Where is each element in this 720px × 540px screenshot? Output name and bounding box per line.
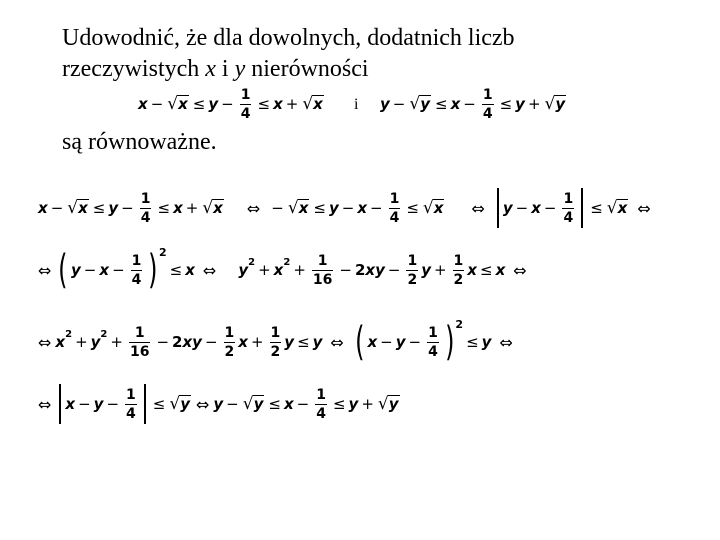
math-symbol: √ [409,93,421,114]
problem-line-1: Udowodnić, że dla dowolnych, dodatnich liczb [62,25,515,51]
math-symbol: √ [287,197,299,218]
math-symbol: 4 [563,209,574,226]
math-symbol: 2 [224,343,235,360]
math-symbol: 2 [248,256,256,268]
math-symbol: x [617,199,628,218]
math-symbol: y [515,95,525,113]
math-symbol: 1 [428,324,438,341]
math-symbol: + [185,199,199,217]
math-symbol: 2 [172,333,183,351]
math-symbol: − [156,333,170,351]
math-symbol: y [555,95,566,114]
math-symbol: − [339,261,352,279]
math-symbol: − [83,261,97,279]
math-symbol: x [433,199,444,218]
math-symbol: 2 [270,343,281,360]
math-symbol: x [78,199,88,218]
math-symbol: 2 [455,317,464,331]
math-symbol: − [50,199,64,217]
given-inequality-1 [138,84,325,124]
math-symbol: 2 [354,261,366,279]
math-symbol: 4 [131,271,142,288]
math-symbol: 2 [453,271,464,288]
math-symbol: y [328,199,339,217]
iff-symbol: ⇔ [637,198,651,218]
square-root [67,199,89,217]
math-symbol: x [173,199,183,217]
math-symbol: ≤ [434,95,448,113]
fraction [482,88,494,121]
math-symbol: + [527,95,541,113]
problem-line-3: są równoważne. [62,129,217,155]
math-symbol: − [341,199,355,217]
square-root [409,95,431,113]
fraction [562,192,574,225]
math-symbol: √ [544,93,556,114]
math-symbol: y [90,333,101,351]
math-symbol: x [213,199,223,218]
math-symbol: ≤ [169,261,183,279]
math-symbol: x [531,199,541,217]
math-symbol: 1 [407,252,418,269]
math-symbol: 1 [389,190,400,207]
fraction [131,254,143,287]
math-symbol: − [408,333,422,351]
iff-symbol: ⇔ [246,198,261,218]
math-symbol: − [370,199,383,217]
square-root [545,95,567,113]
math-symbol: √ [422,197,434,218]
math-symbol: + [285,95,299,113]
square-root [423,199,445,217]
var-y: y [234,56,246,82]
iff-symbol: ⇔ [471,198,485,218]
math-symbol: y [208,95,219,113]
math-symbol: 4 [240,105,251,122]
math-symbol: ) [444,319,455,365]
square-root [607,199,629,217]
square-root [202,199,224,217]
math-symbol: 1 [317,252,328,269]
math-symbol: 1 [224,324,235,341]
fraction [312,254,333,287]
math-symbol: − [112,261,125,279]
fraction [224,326,236,359]
math-symbol: x [283,395,294,413]
iff-symbol: ⇔ [38,332,52,352]
iff-symbol: ⇔ [195,394,210,414]
problem-text: rzeczywistych [62,56,206,82]
math-symbol: ≤ [92,199,106,217]
square-root [378,395,400,413]
math-symbol: 4 [126,405,136,422]
math-symbol: 16 [312,271,333,288]
given-inequality-2 [380,84,567,124]
math-symbol: − [463,95,476,113]
math-symbol: ≤ [499,95,513,113]
square-root [288,199,310,217]
problem-text: nierówności [245,56,369,82]
math-symbol: x [99,261,110,279]
math-symbol: x [38,199,48,217]
math-symbol: x [273,95,283,113]
iff-symbol: ⇔ [202,260,217,280]
math-symbol: + [361,395,374,413]
math-symbol: ≤ [297,333,310,351]
math-symbol: √ [606,197,618,218]
math-symbol: 1 [134,324,145,341]
math-symbol: 2 [100,328,108,340]
math-symbol: x [185,261,195,279]
fraction [406,254,418,287]
math-symbol: √ [67,197,79,218]
math-symbol: 4 [428,343,438,360]
math-symbol: x [357,199,367,217]
math-symbol: y [348,395,359,413]
math-symbol: − [380,333,393,351]
math-symbol: y [380,95,390,113]
absolute-value-bar [144,384,146,424]
math-symbol: ≤ [332,395,346,413]
square-root [243,395,265,413]
math-symbol: − [121,199,134,217]
math-symbol: 1 [563,190,574,207]
fraction [427,326,439,359]
math-symbol: + [433,261,447,279]
math-symbol: y [213,395,224,413]
math-symbol: 1 [126,386,136,403]
math-symbol: ( [354,319,365,365]
fraction [389,192,401,225]
var-x: x [205,56,216,82]
math-symbol: √ [169,393,181,414]
math-symbol: 4 [389,209,400,226]
math-symbol: 1 [140,190,151,207]
math-symbol: x [313,95,323,114]
math-symbol: x [495,261,506,279]
math-symbol: − [515,199,529,217]
absolute-value-bar [497,188,499,228]
connector-i: i [354,96,359,113]
math-symbol: y [192,333,202,351]
math-symbol: x [65,395,76,413]
fraction [140,192,152,225]
problem-line-2 [62,55,369,84]
square-root [302,95,324,113]
proof-row-2 [38,246,535,294]
math-symbol: ) [148,247,158,293]
math-symbol: 1 [316,386,326,403]
proof-row-3 [38,318,521,366]
math-symbol: x [182,333,193,351]
math-symbol: ≤ [152,395,166,413]
math-symbol: 1 [270,324,281,341]
square-root [167,95,189,113]
math-symbol: x [450,95,461,113]
iff-symbol: ⇔ [499,332,513,352]
math-symbol: − [296,395,310,413]
iff-symbol: ⇔ [38,260,52,280]
math-symbol: ≤ [257,95,271,113]
math-symbol: ≤ [192,95,206,113]
fraction [270,326,282,359]
math-symbol: y [481,333,492,351]
math-symbol: x [238,333,248,351]
math-symbol: y [93,395,104,413]
math-symbol: y [375,261,385,279]
math-symbol: − [221,95,234,113]
math-symbol: y [420,95,430,114]
math-symbol: ≤ [268,395,281,413]
math-symbol: 4 [140,209,151,226]
math-symbol: x [467,261,477,279]
iff-symbol: ⇔ [513,260,527,280]
math-symbol: 1 [482,86,493,103]
math-symbol: √ [377,393,389,414]
math-symbol: y [71,261,81,279]
math-symbol: 2 [159,245,167,259]
absolute-value-bar [581,188,583,228]
math-symbol: √ [242,393,254,414]
math-symbol: x [365,261,376,279]
math-symbol: − [226,395,239,413]
math-symbol: − [387,261,401,279]
math-symbol: y [388,395,399,414]
math-symbol: ≤ [313,199,326,217]
absolute-value-bar [59,384,61,424]
math-symbol: ( [58,247,68,293]
proof-row-4 [38,382,401,426]
math-symbol: √ [167,93,179,114]
math-symbol: 4 [316,405,326,422]
math-symbol: y [502,199,513,217]
math-symbol: + [250,333,264,351]
proof-row-1 [38,186,659,230]
math-symbol: 1 [453,252,464,269]
math-symbol: y [238,261,249,279]
math-symbol: ≤ [590,199,603,217]
math-symbol: ≤ [479,261,493,279]
math-symbol: − [106,395,120,413]
math-symbol: y [284,333,295,351]
math-symbol: x [298,199,309,218]
iff-symbol: ⇔ [38,394,52,414]
math-symbol: x [178,95,188,114]
math-symbol: x [273,261,284,279]
fraction [125,388,137,421]
math-symbol: − [150,95,164,113]
iff-symbol: ⇔ [330,332,344,352]
math-symbol: y [421,261,431,279]
math-symbol: + [110,333,123,351]
math-symbol: + [258,261,271,279]
math-symbol: 2 [283,256,291,268]
math-symbol: 1 [131,252,142,269]
math-symbol: √ [202,197,214,218]
square-root [169,395,191,413]
math-symbol: − [78,395,91,413]
fraction [129,326,150,359]
math-symbol: x [367,333,378,351]
math-symbol: ≤ [157,199,171,217]
math-symbol: y [312,333,323,351]
fraction [240,88,252,121]
fraction [453,254,465,287]
math-symbol: y [108,199,119,217]
math-symbol: 2 [407,271,418,288]
math-symbol: 16 [129,343,150,360]
math-symbol: − [204,333,218,351]
math-symbol: 4 [482,105,493,122]
math-symbol: − [271,199,284,217]
problem-text: i [215,56,235,82]
math-symbol: y [180,395,190,414]
math-symbol: x [55,333,66,351]
math-symbol: y [395,333,406,351]
math-symbol: − [543,199,557,217]
math-symbol: ≤ [406,199,419,217]
math-symbol: + [293,261,306,279]
math-symbol: − [392,95,406,113]
math-symbol: x [138,95,148,113]
fraction [315,388,327,421]
math-symbol: + [75,333,88,351]
math-symbol: ≤ [466,333,479,351]
math-symbol: 2 [65,328,73,340]
math-symbol: y [253,395,264,414]
math-symbol: √ [302,93,314,114]
math-symbol: 1 [240,86,251,103]
